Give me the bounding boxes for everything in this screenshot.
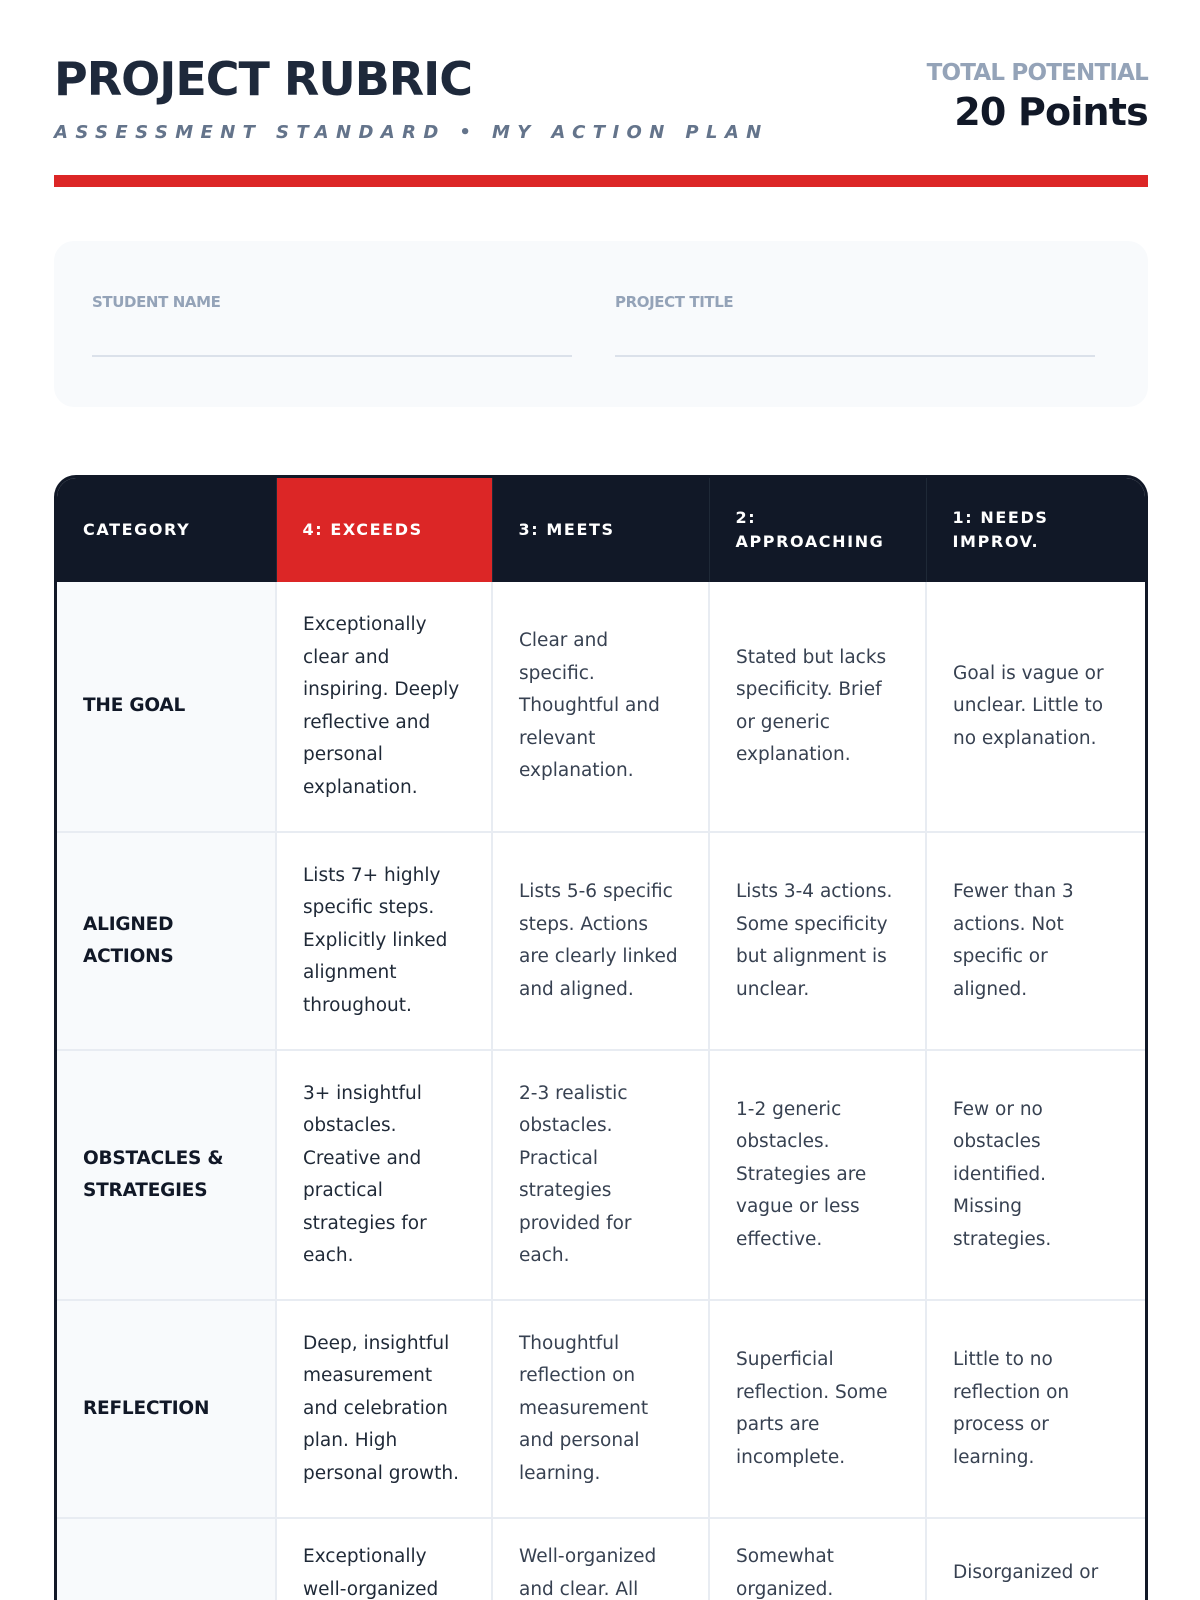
criteria-cell-meets: Well-organized and clear. All [492,1518,709,1600]
category-cell: ALIGNED ACTIONS [57,832,276,1050]
table-row [57,832,1145,1050]
total-points-block [927,60,1148,135]
total-points-label: TOTAL POTENTIAL [926,60,1148,86]
column-header-exceeds: 4: EXCEEDS [276,478,492,582]
criteria-cell-approaching: Stated but lacks specificity. Brief or generic explanation. [709,582,926,832]
project-title-field[interactable] [615,293,1095,357]
criteria-cell-approaching: Lists 3-4 actions. Some specificity but alignment is unclear. [709,832,926,1050]
page-title: PROJECT RUBRIC [54,52,473,106]
page-subtitle: ASSESSMENT STANDARD • MY ACTION PLAN [54,122,769,143]
table-row [57,1518,1145,1600]
rubric-table-header [57,478,1145,582]
student-name-label: STUDENT NAME [92,293,221,311]
category-cell: THE GOAL [57,582,276,832]
header-divider [54,175,1148,187]
student-name-line[interactable] [92,355,572,357]
criteria-cell-exceeds: 3+ insightful obstacles. Creative and practical strategies for each. [276,1050,492,1300]
criteria-cell-exceeds: Exceptionally well-organized [276,1518,492,1600]
criteria-cell-approaching: 1-2 generic obstacles. Strategies are vague or less effective. [709,1050,926,1300]
criteria-cell-needs-improvement: Little to no reflection on process or learning. [926,1300,1145,1518]
criteria-cell-exceeds: Lists 7+ highly specific steps. Explicitly linked alignment throughout. [276,832,492,1050]
criteria-cell-needs-improvement: Fewer than 3 actions. Not specific or aligned. [926,832,1145,1050]
project-title-label: PROJECT TITLE [615,293,734,311]
column-header-category: CATEGORY [57,478,276,582]
page-header [54,0,1148,186]
rubric-table-container [54,475,1148,1600]
table-row [57,1050,1145,1300]
criteria-cell-meets: Clear and specific. Thoughtful and relevant explanation. [492,582,709,832]
criteria-cell-exceeds: Deep, insightful measurement and celebration plan. High personal growth. [276,1300,492,1518]
column-header-needs-improvement: 1: NEEDS IMPROV. [926,478,1145,582]
category-cell [57,1518,276,1600]
student-name-field[interactable] [92,293,572,357]
category-cell: OBSTACLES & STRATEGIES [57,1050,276,1300]
criteria-cell-needs-improvement: Few or no obstacles identified. Missing strategies. [926,1050,1145,1300]
criteria-cell-approaching: Somewhat organized. [709,1518,926,1600]
criteria-cell-meets: Lists 5-6 specific steps. Actions are clearly linked and aligned. [492,832,709,1050]
project-title-line[interactable] [615,355,1095,357]
criteria-cell-meets: 2-3 realistic obstacles. Practical strategies provided for each. [492,1050,709,1300]
category-cell: REFLECTION [57,1300,276,1518]
student-info-card [54,241,1148,407]
rubric-page [54,0,1148,1600]
criteria-cell-meets: Thoughtful reflection on measurement and personal learning. [492,1300,709,1518]
table-row [57,582,1145,832]
criteria-cell-needs-improvement: Goal is vague or unclear. Little to no explanation. [926,582,1145,832]
criteria-cell-needs-improvement: Disorganized or [926,1518,1145,1600]
total-points-value: 20 Points [954,89,1148,134]
criteria-cell-approaching: Superficial reflection. Some parts are incomplete. [709,1300,926,1518]
rubric-table [57,478,1146,1600]
table-row [57,1300,1145,1518]
criteria-cell-exceeds: Exceptionally clear and inspiring. Deeply reflective and personal explanation. [276,582,492,832]
column-header-approaching: 2: APPROACHING [709,478,926,582]
column-header-meets: 3: MEETS [492,478,709,582]
